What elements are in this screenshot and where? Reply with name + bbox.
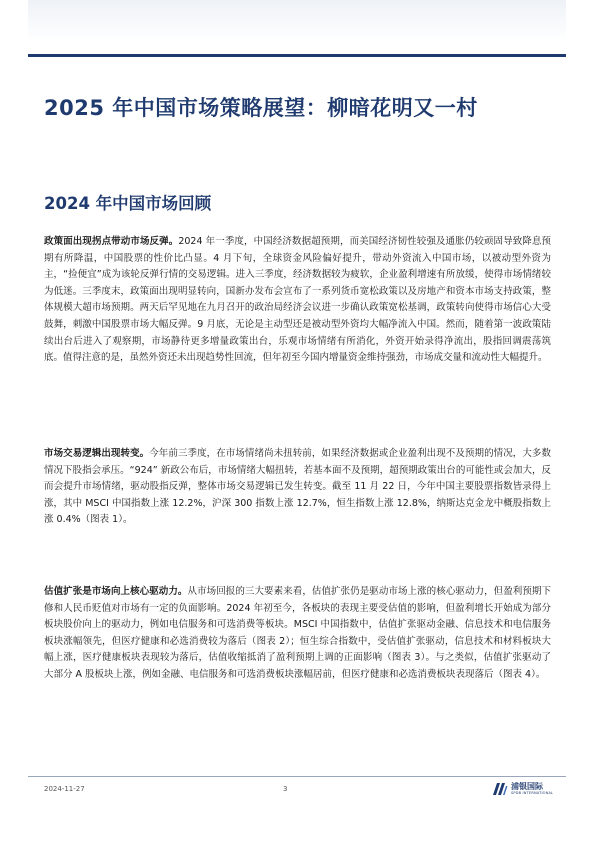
company-logo (492, 781, 562, 799)
paragraph-3-lead: 估值扩张是市场向上核心驱动力。 (44, 586, 188, 597)
page-number: 3 (283, 785, 288, 793)
paragraph-1-body: 2024 年一季度，中国经济数据超预期，而美国经济韧性较强及通胀仍较顽固导致降息预期有所降温，中国股票的性价比凸显。4 月下旬，全球资金风险偏好提升，带动外资流入中国市场，以被动型外资为主，“捡便宜”成为该轮反弹行情的交易逻辑。进入三季度，经济数据较为疲软，企业盈利增速有所放缓，使得市场情绪较为低迷。三季度末，政策面出现明显转向，国新办发布会宣布了一系列货币宽松政策以及房地产和资本市场支持政策，整体规模大超市场预期。两天后罕见地在九月召开的政治局经济会议进一步确认政策宽松基调，政策转向使得市场信心大受鼓舞，刺激中国股票市场大幅反弹。9 月底，无论是主动型还是被动型外资均大幅净流入中国。然而，随着第一波政策陆续出台后进入了观察期，市场静待更多增量政策出台，乐观市场情绪有所消化，外资开始录得净流出，股指回调震荡筑底。值得注意的是，虽然外资还未出现趋势性回流，但年初至今国内增量资金维持强劲，市场成交量和流动性大幅提升。 (44, 236, 551, 364)
logo-text-en: SPDB INTERNATIONAL (511, 791, 554, 795)
paragraph-1-lead: 政策面出现拐点带动市场反弹。 (44, 236, 179, 247)
paragraph-3-body: 从市场回报的三大要素来看，估值扩张仍是驱动市场上涨的核心驱动力，但盈利预期下修和人民币贬值对市场有一定的负面影响。2024 年初至今，各板块的表现主要受估值的影响，但盈利增长开始成为部分板块股价向上的驱动力，例如电信服务和可选消费等板块。MSCI 中国指数中，估值扩张驱动金融、信息技术和电信服务板块涨幅领先，但医疗健康和必选消费较为落后（图表 2）；恒生综合指数中，受估值扩张驱动，信息技术和材料板块大幅上涨，医疗健康板块表现较为落后，估值收缩抵消了盈利预期上调的正面影响（图表 3）。与之类似，估值扩张驱动了大部分 A 股板块上涨，例如金融、电信服务和可选消费板块涨幅居前，但医疗健康和必选消费板块表现落后（图表 4）。 (44, 586, 551, 680)
header-rule (28, 54, 566, 57)
paragraph-1 (44, 234, 551, 367)
header-band (28, 0, 566, 42)
paragraph-3 (44, 584, 551, 684)
paragraph-2-body: 今年前三季度，在市场情绪尚未扭转前，如果经济数据或企业盈利出现不及预期的情况，大多数情况下股指会承压。“924” 新政公布后，市场情绪大幅扭转，若基本面不及预期，超预期政策出台的可能性或会加大，反而会提升市场情绪，驱动股指反弹，整体市场交易逻辑已发生转变。截至 11 月 22 日，今年中国主要股票指数皆录得上涨，其中 MSCI 中国指数上涨 12.2%，沪深 300 指数上涨 12.7%，恒生指数上涨 12.8%，纳斯达克金龙中概股指数上涨 0.4%（图表 1）。 (44, 448, 551, 526)
paragraph-2-lead: 市场交易逻辑出现转变。 (44, 448, 150, 459)
document-title: 2025 年中国市场策略展望：柳暗花明又一村 (44, 96, 478, 120)
logo-text-cn: 浦银国际 (511, 782, 543, 791)
footer-date: 2024-11-27 (44, 785, 85, 793)
footer-rule (28, 776, 566, 777)
paragraph-2 (44, 446, 551, 529)
section-heading: 2024 年中国市场回顾 (44, 194, 212, 213)
logo-mark-icon (492, 782, 508, 796)
